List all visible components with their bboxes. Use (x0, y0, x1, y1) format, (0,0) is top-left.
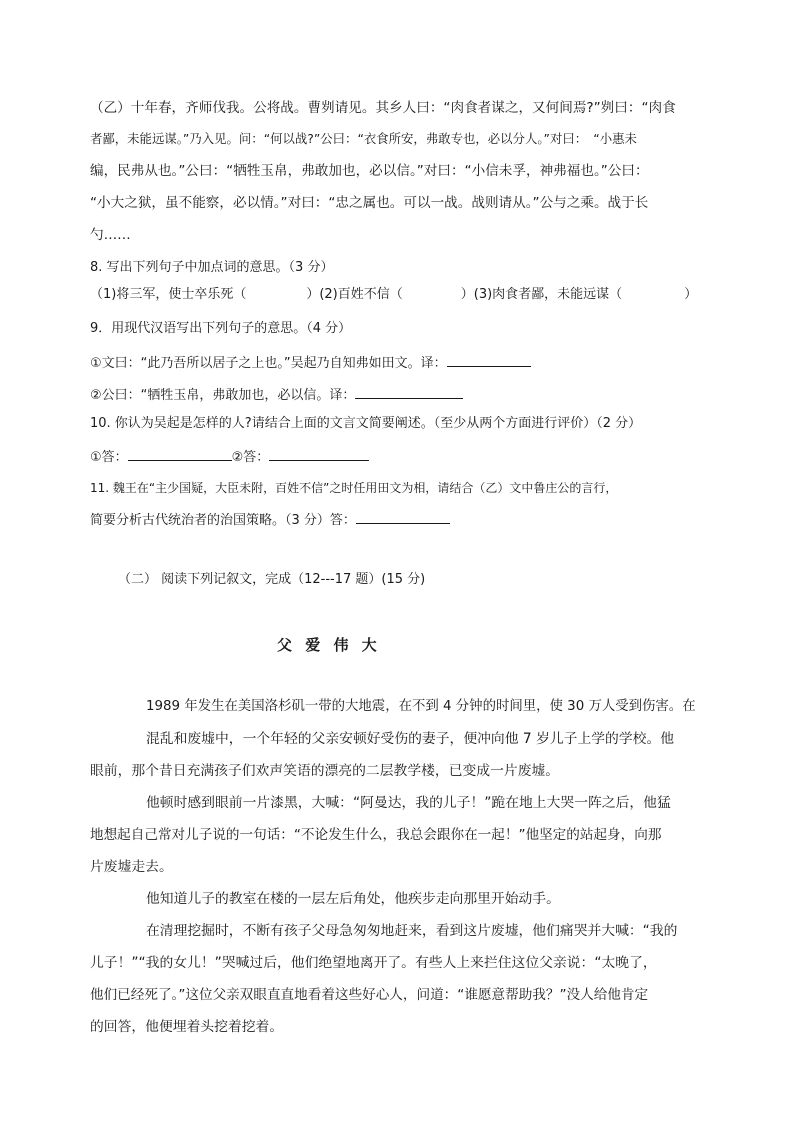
q11-text: 简要分析古代统治者的治国策略。（3 分）答： (90, 513, 356, 528)
q9-answer-blank-1[interactable] (447, 352, 531, 367)
question-8-items (90, 285, 697, 305)
q10-answer-blank-1[interactable] (128, 446, 232, 461)
question-11-line-1: 11. 魏王在“主少国疑，大臣未附，百姓不信”之时任用田文为相，请结合（乙）文中鲁庄公的言行， (90, 481, 618, 495)
story-line: 他们已经死了。”这位父亲双眼直直地看着这些好心人，问道：“谁愿意帮助我？”没人给他肯定 (90, 987, 649, 1003)
q9-answer-blank-2[interactable] (355, 384, 463, 399)
question-11-line-2 (90, 509, 450, 531)
story-line: 儿子！”“我的女儿！”哭喊过后，他们绝望地离开了。有些人上来拦住这位父亲说：“太晚了， (90, 955, 657, 971)
q11-answer-blank[interactable] (356, 509, 450, 524)
question-8-prompt: 8. 写出下列句子中加点词的意思。（3 分） (90, 260, 334, 275)
q8-item-1: （1)将三军，使士卒乐死（ (90, 287, 247, 302)
question-9-item-2 (90, 384, 463, 406)
question-10-prompt: 10. 你认为吴起是怎样的人?请结合上面的文言文简要阐述。（至少从两个方面进行评价）（2 分） (90, 416, 642, 431)
q8-item-3: ）(3)肉食者鄙，未能远谋（ (460, 287, 623, 302)
q9-item-1-text: ①文曰：“此乃吾所以居子之上也。”吴起乃自知弗如田文。译： (90, 356, 447, 371)
q10-answer-label-1: ①答： (90, 450, 128, 465)
question-9-item-1 (90, 352, 531, 374)
q10-answer-label-2: ②答： (231, 450, 270, 465)
question-10-answers (90, 446, 369, 468)
passage-line: 者鄙，未能远谋。”乃入见。问：“何以战?”公曰：“衣食所安，弗敢专也，必以分人。”对曰： “小惠未 (90, 131, 637, 146)
story-line: 混乱和废墟中，一个年轻的父亲安顿好受伤的妻子，便冲向他 7 岁儿子上学的学校。他 (146, 731, 675, 747)
story-line: 地想起自己常对儿子说的一句话：“不论发生什么，我总会跟你在一起！”他坚定的站起身，向那 (90, 827, 662, 843)
question-9-prompt: 9．用现代汉语写出下列句子的意思。（4 分） (90, 321, 352, 336)
passage-line: 勺…… (90, 227, 131, 243)
story-title: 父 爱 伟 大 (277, 636, 381, 654)
story-line: 他知道儿子的教室在楼的一层左后角处，他疾步走向那里开始动手。 (146, 891, 560, 907)
q10-answer-blank-2[interactable] (269, 446, 369, 461)
passage-line: “小大之狱，虽不能察，必以情。”对曰：“忠之属也。可以一战。战则请从。”公与之乘。战于长 (90, 195, 649, 211)
story-line: 1989 年发生在美国洛杉矶一带的大地震，在不到 4 分钟的时间里，使 30 万人受到伤害。在 (146, 699, 696, 714)
q8-item-close: ） (684, 287, 698, 302)
story-line: 的回答，他便埋着头挖着挖着。 (90, 1019, 284, 1035)
story-line: 眼前，那个昔日充满孩子们欢声笑语的漂亮的二层教学楼，已变成一片废墟。 (90, 763, 560, 779)
story-line: 在清理挖掘时，不断有孩子父母急匆匆地赶来，看到这片废墟，他们痛哭并大喊：“我的 (146, 923, 678, 939)
story-line: 片废墟走去。 (90, 859, 173, 875)
story-line: 他顿时感到眼前一片漆黑，大喊：“阿曼达，我的儿子！”跪在地上大哭一阵之后，他猛 (146, 795, 671, 811)
passage-line: （乙）十年春，齐师伐我。公将战。曹刿请见。其乡人曰：“肉食者谋之，又何间焉?”刿曰：“肉食 (90, 100, 676, 116)
section-2-heading: （二） 阅读下列记叙文，完成（12---17 题）(15 分) (118, 572, 426, 587)
q8-item-2: ）(2)百姓不信（ (306, 287, 403, 302)
q9-item-2-text: ②公曰：“牺牲玉帛，弗敢加也，必以信。译： (90, 388, 356, 403)
passage-line: 编，民弗从也。”公曰：“牺牲玉帛，弗敢加也，必以信。”对曰：“小信未孚，神弗福也。”公曰： (90, 163, 649, 179)
